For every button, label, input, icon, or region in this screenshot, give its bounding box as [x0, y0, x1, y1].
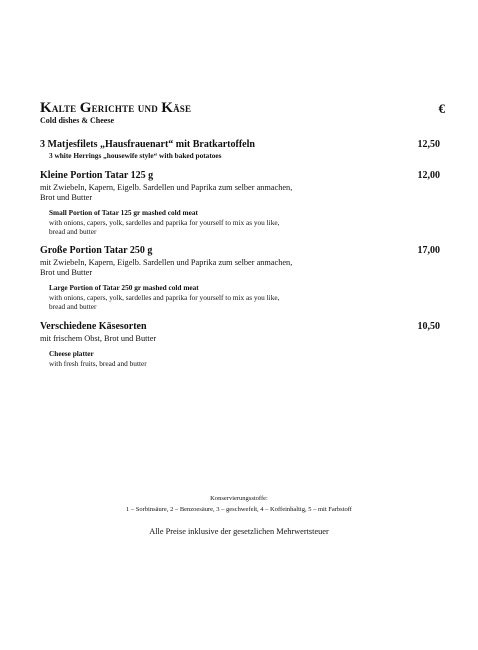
title-part-3: äse	[173, 101, 192, 115]
description-line: Brot und Butter	[40, 268, 93, 277]
description-line: mit Zwiebeln, Kapern, Eigelb. Sardellen und Paprika zum selber anmachen,	[40, 258, 293, 267]
description-line: mit frischem Obst, Brot und Butter	[40, 334, 157, 343]
item-name: 3 Matjesfilets „Hausfrauenart“ mit Bratkartoffeln	[40, 139, 255, 150]
title-part-2: erichte und	[91, 101, 162, 115]
item-description	[40, 183, 350, 203]
item-english-description: bread and butter	[49, 227, 97, 236]
vat-note: Alle Preise inklusive der gesetzlichen Mehrwertsteuer	[149, 527, 329, 536]
item-price: 17,00	[417, 245, 440, 256]
item-english	[40, 208, 379, 237]
menu-item-tatar-small	[40, 170, 443, 237]
item-description	[40, 334, 350, 344]
item-name: Kleine Portion Tatar 125 g	[40, 170, 154, 181]
section-header	[40, 101, 445, 126]
preservatives-title: Konservierungsstoffe:	[210, 495, 268, 502]
item-price: 12,00	[417, 170, 440, 181]
description-line: Brot und Butter	[40, 193, 93, 202]
section-title	[40, 101, 445, 115]
item-english-description: with onions, capers, yolk, sardelles and paprika for yourself to mix as you like,	[49, 292, 280, 302]
section-subtitle: Cold dishes & Cheese	[40, 116, 115, 125]
menu-item-matjes	[40, 139, 443, 161]
item-english-description: with onions, capers, yolk, sardelles and paprika for yourself to mix as you like,	[49, 217, 280, 227]
preservatives-list: 1 – Sorbinsäure, 2 – Benzoesäure, 3 – geschwefelt, 4 – Koffeinhaltig, 5 – mit Farbstoff	[126, 506, 352, 513]
title-part-1: alte	[51, 101, 80, 115]
title-initial-3: K	[161, 100, 174, 116]
item-english-name: Cheese platter	[49, 349, 94, 358]
item-price: 10,50	[417, 321, 440, 332]
item-price: 12,50	[417, 139, 440, 150]
item-english-name: Small Portion of Tatar 125 gr mashed cold meat	[49, 208, 198, 217]
item-english-description: with fresh fruits, bread and butter	[49, 358, 147, 368]
item-english-description: bread and butter	[49, 302, 97, 311]
item-english	[40, 349, 379, 368]
title-initial-1: K	[40, 100, 52, 116]
description-line: mit Zwiebeln, Kapern, Eigelb. Sardellen und Paprika zum selber anmachen,	[40, 183, 293, 192]
title-initial-2: G	[79, 100, 92, 116]
item-name: Verschiedene Käsesorten	[40, 321, 147, 332]
item-description	[40, 258, 350, 278]
menu-item-cheese	[40, 321, 443, 368]
item-name: Große Portion Tatar 250 g	[40, 245, 153, 256]
item-english	[40, 283, 379, 312]
currency-symbol: €	[438, 101, 445, 116]
menu-item-tatar-large	[40, 245, 443, 312]
item-english-name: 3 white Herrings „housewife style“ with baked potatoes	[49, 151, 222, 160]
item-english-name: Large Portion of Tatar 250 gr mashed cold meat	[49, 283, 199, 292]
